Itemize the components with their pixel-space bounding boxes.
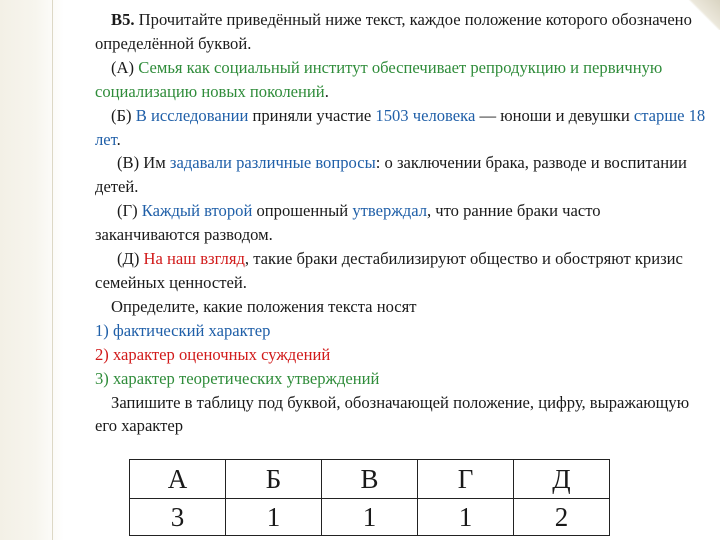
statement-g-part2: опрошенный <box>252 201 353 221</box>
statement-b-part3: 1503 человека <box>375 105 476 125</box>
digit-cell: 1 <box>418 499 514 536</box>
option-evaluative: 2) характер оценочных суждений <box>95 344 331 364</box>
statement-b-part1: В исследовании <box>135 105 249 125</box>
statement-v <box>95 151 707 199</box>
statement-g <box>95 199 707 247</box>
statement-g-part4: , что ранние браки часто заканчиваются разводом. <box>95 201 601 245</box>
statement-d-label: (Д) <box>117 249 144 269</box>
statement-a <box>95 56 707 104</box>
statement-g-part1: Каждый второй <box>141 201 253 221</box>
statement-b <box>95 104 707 152</box>
task-text <box>95 8 707 438</box>
statement-g-part3: утверждал <box>352 201 427 221</box>
statement-b-part2: приняли участие <box>248 105 376 125</box>
statement-v-label: (В) Им <box>117 153 170 173</box>
statement-d <box>95 247 707 295</box>
statement-a-label: (А) <box>111 57 139 77</box>
statement-b-part4: — юноши и девушки <box>475 105 634 125</box>
task-intro <box>95 8 707 56</box>
left-decorative-line <box>52 0 53 540</box>
statement-b-part6: . <box>116 129 121 149</box>
statement-v-part2: : о заключении брака, разводе и воспитании детей. <box>95 153 687 197</box>
answer-table <box>129 459 610 536</box>
statement-b-label: (Б) <box>111 105 136 125</box>
statement-d-part1: На наш взгляд <box>143 249 245 269</box>
letter-cell: А <box>130 460 226 499</box>
statement-g-label: (Г) <box>117 201 142 221</box>
statement-b-part5: старше 18 лет <box>95 105 706 149</box>
digit-cell: 3 <box>130 499 226 536</box>
answer-digits-row <box>130 499 610 536</box>
instruction-text: Запишите в таблицу под буквой, обозначающей положение, цифру, выражающую его характер <box>95 392 690 436</box>
digit-cell: 1 <box>322 499 418 536</box>
statement-a-text: Семья как социальный институт обеспечивает репродукцию и первичную социализацию новых поколений <box>95 57 663 101</box>
answer-letters-row <box>130 460 610 499</box>
statement-d-part2: , такие браки дестабилизируют общество и обостряют кризис семейных ценностей. <box>95 249 683 292</box>
task-intro-text: Прочитайте приведённый ниже текст, каждое положение которого обозначено определённой буквой. <box>95 10 692 53</box>
digit-cell: 2 <box>514 499 610 536</box>
statement-v-part1: задавали различные вопросы <box>169 153 376 173</box>
task-number: В5. <box>111 10 135 29</box>
letter-cell: Д <box>514 460 610 499</box>
letter-cell: В <box>322 460 418 499</box>
letter-cell: Г <box>418 460 514 499</box>
digit-cell: 1 <box>226 499 322 536</box>
option-factual: 1) фактический характер <box>95 320 271 340</box>
letter-cell: Б <box>226 460 322 499</box>
statement-a-end: . <box>324 81 329 101</box>
left-decorative-shade <box>0 0 64 540</box>
question-text: Определите, какие положения текста носят <box>111 296 417 316</box>
option-theoretical: 3) характер теоретических утверждений <box>95 368 380 388</box>
